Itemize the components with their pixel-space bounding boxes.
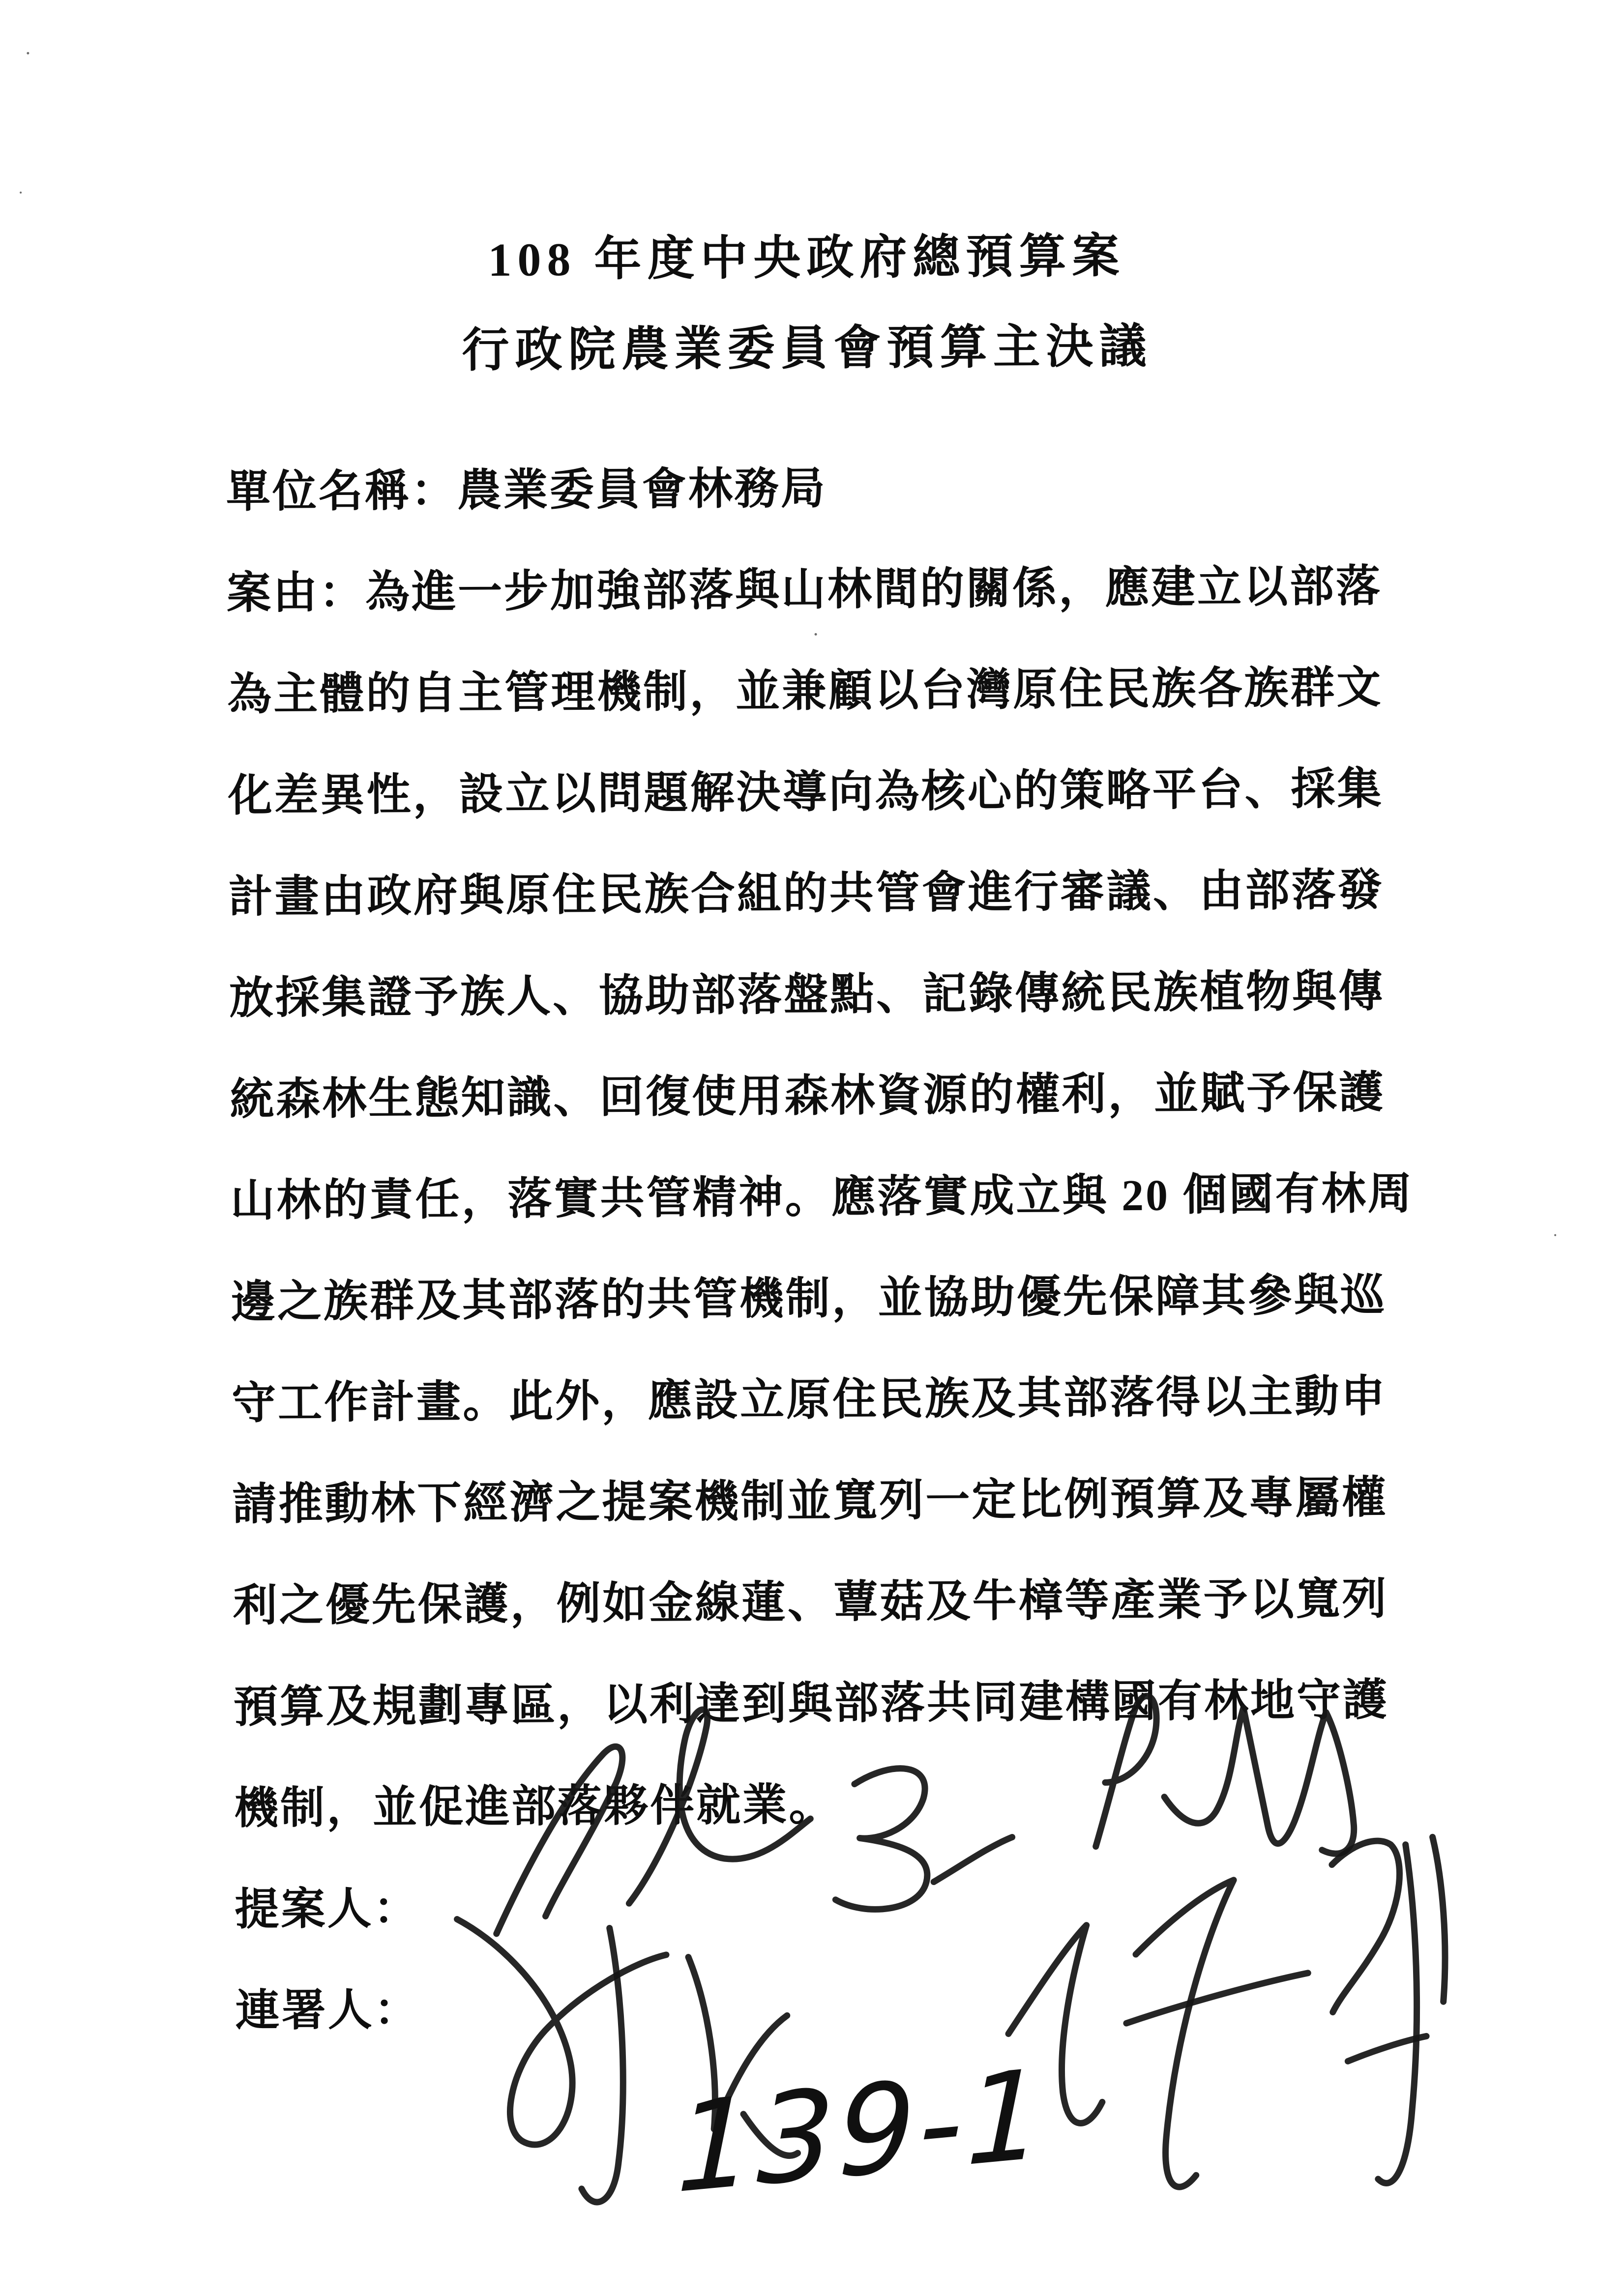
document-title-line-2: 行政院農業委員會預算主決議 xyxy=(462,320,1152,377)
body-line: 放採集證予族人、協助部落盤點、記錄傳統民族植物與傳 xyxy=(229,967,1385,1023)
body-line: 預算及規劃專區，以利達到與部落共同建構國有林地守護 xyxy=(233,1676,1389,1732)
proposer-label: 提案人： xyxy=(235,1884,420,1935)
body-line: 請推動林下經濟之提案機制並寬列一定比例預算及專屬權 xyxy=(232,1473,1388,1530)
unit-name-line: 單位名稱：農業委員會林務局 xyxy=(226,464,827,517)
scan-speck xyxy=(20,192,22,194)
body-line: 山林的責任，落實共管精神。應落實成立與 20 個國有林周 xyxy=(230,1169,1414,1226)
body-line: 案由：為進一步加強部落與山林間的關係，應建立以部落 xyxy=(226,562,1383,618)
document-title-line-1: 108 年度中央政府總預算案 xyxy=(488,230,1125,286)
body-line: 統森林生態知識、回復使用森林資源的權利，並賦予保護 xyxy=(230,1068,1386,1125)
body-line: 為主體的自主管理機制，並兼顧以台灣原住民族各族群文 xyxy=(227,663,1383,720)
scan-speck xyxy=(815,633,817,636)
body-line: 計畫由政府與原住民族合組的共管會進行審議、由部落發 xyxy=(228,866,1385,922)
scan-speck xyxy=(1554,1234,1556,1236)
scan-speck xyxy=(27,52,29,55)
body-line: 利之優先保護，例如金線蓮、蕈菇及牛樟等產業予以寬列 xyxy=(233,1574,1388,1631)
handwritten-page-number: 139-1 xyxy=(675,2042,1047,2221)
body-line: 守工作計畫。此外，應設立原住民族及其部落得以主動申 xyxy=(231,1372,1388,1428)
cosigner-label: 連署人： xyxy=(235,1985,421,2036)
body-line: 機制，並促進部落夥伴就業。 xyxy=(234,1780,835,1833)
body-line: 化差異性，設立以問題解決導向為核心的策略平台、採集 xyxy=(228,764,1384,821)
body-line: 邊之族群及其部落的共管機制，並協助優先保障其參與巡 xyxy=(231,1271,1387,1327)
